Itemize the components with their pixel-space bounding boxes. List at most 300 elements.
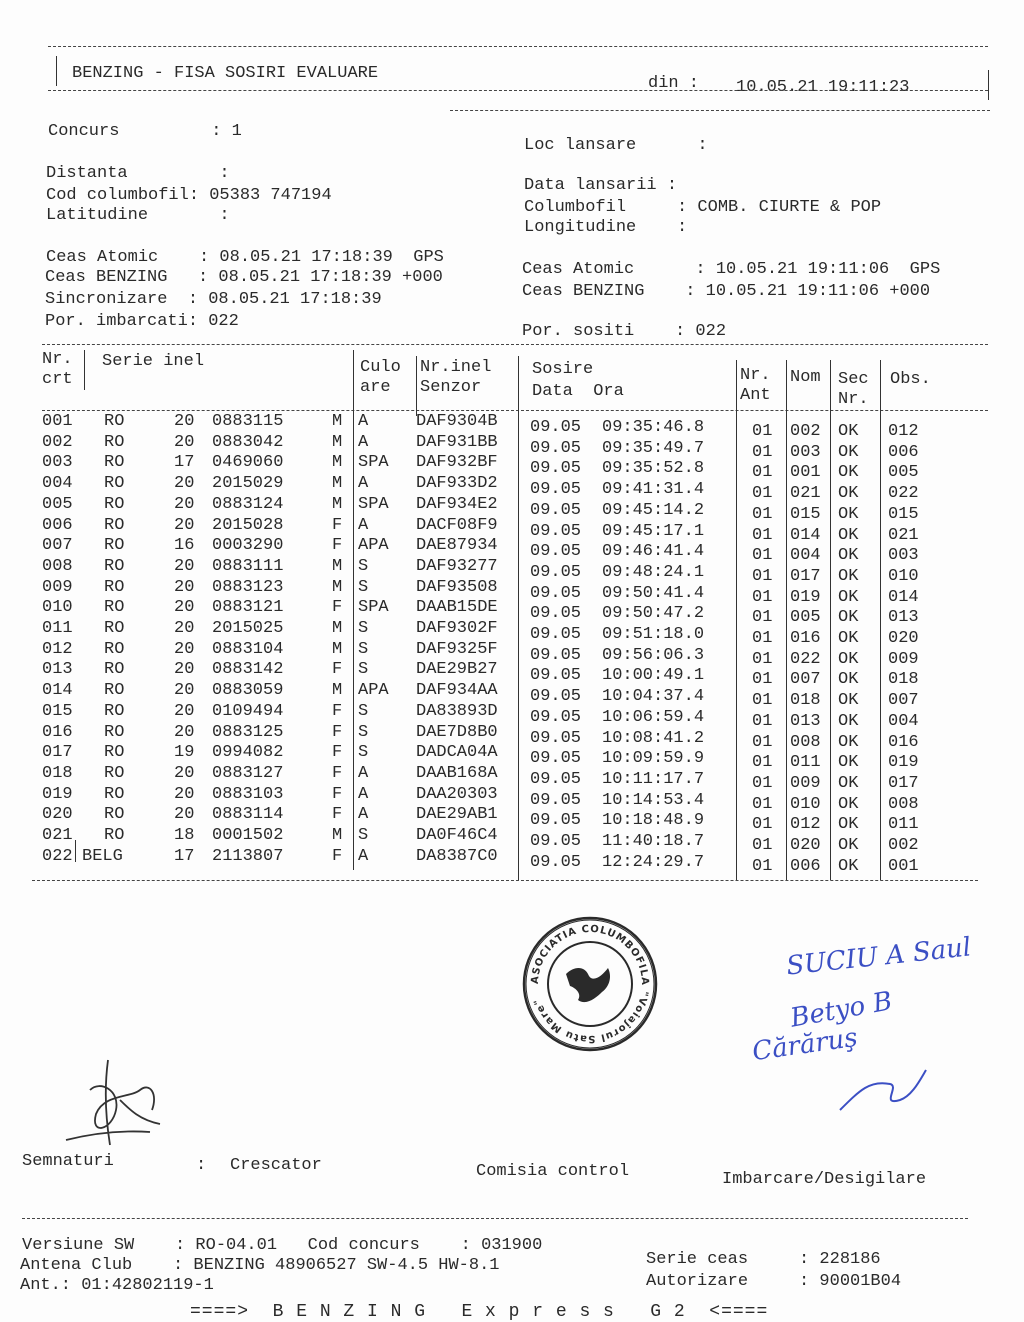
row-nom: 018 <box>790 691 821 711</box>
row-serie: 0883123 <box>212 577 284 597</box>
row-sec: OK <box>838 546 859 566</box>
row-an: 16 <box>174 536 195 556</box>
row-ant: 01 <box>752 856 773 876</box>
row-nom: 015 <box>790 504 821 524</box>
row-ora: 09:35:46.8 <box>602 418 705 437</box>
row-an: 17 <box>174 846 195 866</box>
row-culoare: S <box>358 701 369 721</box>
row-senzor: DAE29B27 <box>416 660 498 680</box>
row-ant: 01 <box>752 442 773 462</box>
row-sec: OK <box>838 691 859 711</box>
row-ora: 10:14:53.4 <box>602 790 705 810</box>
row-data: 09.05 <box>530 542 582 562</box>
row-senzor: DAF93508 <box>416 577 498 597</box>
row-tara: RO <box>104 805 125 825</box>
row-sec: OK <box>838 732 859 752</box>
row-ant: 01 <box>752 732 773 752</box>
row-sec: OK <box>838 442 859 462</box>
row-ora: 10:06:59.4 <box>602 707 705 727</box>
row-ant: 01 <box>752 711 773 731</box>
col-divider-8 <box>880 360 881 880</box>
row-serie: 2015025 <box>212 619 284 638</box>
row-nom: 014 <box>790 525 821 545</box>
row-data: 09.05 <box>530 707 582 727</box>
row-tara: RO <box>104 743 125 763</box>
row-sex: F <box>332 722 343 742</box>
association-stamp <box>522 916 658 1052</box>
row-an: 20 <box>174 556 195 576</box>
row-obs: 011 <box>888 815 919 835</box>
row-culoare: A <box>358 515 369 535</box>
row-sec: OK <box>838 753 859 773</box>
row-obs: 015 <box>888 504 919 524</box>
row-nom: 017 <box>790 566 821 586</box>
row-ant: 01 <box>752 773 773 793</box>
row-nom: 001 <box>790 463 821 483</box>
row-nom: 008 <box>790 732 821 752</box>
info-data-lansarii: Data lansarii : <box>524 176 678 195</box>
row-sec: OK <box>838 504 859 524</box>
row-culoare: S <box>358 660 369 680</box>
row-data: 09.05 <box>530 832 582 851</box>
pigeon-icon <box>566 968 610 1002</box>
row-data: 09.05 <box>530 749 582 769</box>
row-tara: RO <box>104 763 125 783</box>
row-sec: OK <box>838 815 859 835</box>
row-data: 09.05 <box>530 645 582 665</box>
row-data: 09.05 <box>530 666 582 686</box>
header-are: are <box>360 378 391 397</box>
row-senzor: DAF933D2 <box>416 474 498 494</box>
row-an: 20 <box>174 474 195 494</box>
row-ant: 01 <box>752 463 773 483</box>
row-sex: F <box>332 660 343 680</box>
row-nr: 019 <box>42 784 73 804</box>
row-culoare: S <box>358 577 369 597</box>
row-ant: 01 <box>752 753 773 773</box>
row-ora: 09:35:49.7 <box>602 438 705 458</box>
row-nr: 004 <box>42 474 73 494</box>
row-culoare: S <box>358 722 369 742</box>
row-sex: M <box>332 826 343 845</box>
row-nom: 007 <box>790 670 821 690</box>
signature-comisia-label: Comisia control <box>476 1162 630 1181</box>
row-an: 20 <box>174 784 195 804</box>
row-data: 09.05 <box>530 625 582 644</box>
row-tara: RO <box>104 722 125 742</box>
info-concurs: Concurs : 1 <box>48 122 242 141</box>
info-ceas-atomic-left: Ceas Atomic : 08.05.21 17:18:39 GPS <box>46 248 444 267</box>
row-ora: 09:56:06.3 <box>602 645 705 665</box>
handwritten-signature-1: SUCIU A Saul <box>784 932 973 982</box>
row-an: 20 <box>174 722 195 742</box>
row-culoare: A <box>358 763 369 783</box>
row-nom: 021 <box>790 484 821 504</box>
row-sec: OK <box>838 856 859 876</box>
row-culoare: APA <box>358 536 389 556</box>
row-nom: 010 <box>790 794 821 814</box>
row-senzor: DAF931BB <box>416 432 498 452</box>
row-ant: 01 <box>752 525 773 545</box>
header-nr: Nr. <box>42 350 73 369</box>
row-nr: 012 <box>42 639 73 659</box>
info-ceas-benzing-right: Ceas BENZING : 10.05.21 19:11:06 +000 <box>522 282 931 301</box>
row-serie: 0883103 <box>212 784 284 804</box>
row-obs: 019 <box>888 753 919 773</box>
info-ceas-benzing-left: Ceas BENZING : 08.05.21 17:18:39 +000 <box>45 268 443 287</box>
header-top-border <box>48 46 988 47</box>
date-label: din : <box>648 74 700 93</box>
row-ora: 10:18:48.9 <box>602 811 705 831</box>
row-serie: 0001502 <box>212 826 284 845</box>
row-nr: 015 <box>42 701 73 721</box>
row-ant: 01 <box>752 794 773 814</box>
row-obs: 003 <box>888 546 919 566</box>
row-culoare: A <box>358 784 369 804</box>
row-tara: RO <box>104 474 125 494</box>
row-tara: RO <box>104 453 125 473</box>
row-ora: 09:45:14.2 <box>602 500 705 520</box>
row-sex: F <box>332 846 343 866</box>
row-data: 09.05 <box>530 459 582 479</box>
row-ora: 09:48:24.1 <box>602 562 705 582</box>
row-tara: RO <box>104 577 125 597</box>
row-obs: 005 <box>888 463 919 483</box>
row-data: 09.05 <box>530 687 582 707</box>
row-data: 09.05 <box>530 438 582 458</box>
row-sex: F <box>332 784 343 804</box>
row-nom: 002 <box>790 422 821 441</box>
row-senzor: DAF932BF <box>416 453 498 473</box>
row-culoare: A <box>358 412 369 431</box>
col-divider-6 <box>786 360 787 880</box>
row-ora: 09:51:18.0 <box>602 625 705 644</box>
row-an: 19 <box>174 743 195 763</box>
row-serie: 2113807 <box>212 846 284 866</box>
row-tara: RO <box>104 826 125 845</box>
row-data: 09.05 <box>530 583 582 603</box>
row-serie: 0883142 <box>212 660 284 680</box>
row-nom: 011 <box>790 753 821 773</box>
col-divider-3 <box>416 356 417 416</box>
footer-autorizare: Autorizare : 90001B04 <box>646 1272 902 1291</box>
row-obs: 002 <box>888 836 919 855</box>
row-ora: 12:24:29.7 <box>602 852 705 872</box>
row-ora: 09:41:31.4 <box>602 480 705 500</box>
row-an: 20 <box>174 805 195 825</box>
header-sec-nr: Nr. <box>838 390 869 409</box>
header-data-ora: Data Ora <box>532 382 624 401</box>
row-sec: OK <box>838 836 859 855</box>
row-sec: OK <box>838 711 859 731</box>
row-tara: RO <box>104 660 125 680</box>
row-serie: 2015029 <box>212 474 284 494</box>
row-ant: 01 <box>752 670 773 690</box>
row-ant: 01 <box>752 649 773 669</box>
col-divider-1b <box>75 840 76 862</box>
row-sec: OK <box>838 484 859 504</box>
row-an: 20 <box>174 660 195 680</box>
row-senzor: DAE7D8B0 <box>416 722 498 742</box>
row-serie: 0883115 <box>212 412 284 431</box>
row-data: 09.05 <box>530 811 582 831</box>
row-data: 09.05 <box>530 728 582 748</box>
row-an: 20 <box>174 494 195 514</box>
signature-scribble-blue <box>830 1060 930 1120</box>
row-sex: M <box>332 639 343 659</box>
row-obs: 007 <box>888 691 919 711</box>
row-obs: 009 <box>888 649 919 669</box>
row-an: 20 <box>174 639 195 659</box>
row-serie: 0883104 <box>212 639 284 659</box>
row-obs: 016 <box>888 732 919 752</box>
row-nr: 011 <box>42 619 73 638</box>
row-an: 20 <box>174 619 195 638</box>
header-sec: Sec <box>838 370 869 389</box>
row-nr: 008 <box>42 556 73 576</box>
row-obs: 014 <box>888 587 919 607</box>
row-nr: 021 <box>42 826 73 845</box>
footer-border <box>22 1218 968 1219</box>
table-top-border <box>42 344 988 345</box>
row-sec: OK <box>838 773 859 793</box>
row-data: 09.05 <box>530 500 582 520</box>
row-nr: 002 <box>42 432 73 452</box>
row-sex: M <box>332 453 343 473</box>
col-divider-7 <box>830 360 831 880</box>
header-serie-inel: Serie inel <box>102 352 205 371</box>
footer-ant: Ant.: 01:42802119-1 <box>20 1276 214 1295</box>
footer-versiune: Versiune SW : RO-04.01 Cod concurs : 031900 <box>22 1236 543 1255</box>
row-an: 18 <box>174 826 195 845</box>
row-culoare: S <box>358 826 369 845</box>
row-ora: 10:00:49.1 <box>602 666 705 686</box>
row-culoare: A <box>358 474 369 494</box>
row-data: 09.05 <box>530 418 582 437</box>
col-divider-2 <box>353 350 354 870</box>
row-culoare: A <box>358 846 369 866</box>
report-date: 10.05.21 19:11:23 <box>736 78 910 97</box>
row-nr: 014 <box>42 681 73 701</box>
row-senzor: DAF9302F <box>416 619 498 638</box>
row-data: 09.05 <box>530 604 582 624</box>
row-serie: 0883042 <box>212 432 284 452</box>
row-sex: F <box>332 763 343 783</box>
row-serie: 0883125 <box>212 722 284 742</box>
crescator-signature <box>60 1050 170 1160</box>
row-sex: F <box>332 743 343 763</box>
row-culoare: A <box>358 432 369 452</box>
row-nom: 013 <box>790 711 821 731</box>
row-obs: 021 <box>888 525 919 545</box>
row-nr: 010 <box>42 598 73 618</box>
row-ant: 01 <box>752 691 773 711</box>
signatures-label: Semnaturi <box>22 1152 114 1171</box>
row-data: 09.05 <box>530 562 582 582</box>
row-nr: 013 <box>42 660 73 680</box>
row-senzor: DAAB168A <box>416 763 498 783</box>
row-sex: F <box>332 805 343 825</box>
header-nr-ant: Nr. <box>740 366 771 385</box>
header-right-border <box>988 70 989 100</box>
row-serie: 0883127 <box>212 763 284 783</box>
row-sex: M <box>332 494 343 514</box>
row-obs: 022 <box>888 484 919 504</box>
row-an: 20 <box>174 598 195 618</box>
header-ant: Ant <box>740 386 771 405</box>
row-ant: 01 <box>752 836 773 855</box>
row-obs: 006 <box>888 442 919 462</box>
row-sec: OK <box>838 587 859 607</box>
row-tara: RO <box>104 412 125 431</box>
row-tara: RO <box>104 701 125 721</box>
row-ant: 01 <box>752 608 773 628</box>
header-mid-border <box>48 90 988 91</box>
row-nr: 016 <box>42 722 73 742</box>
row-tara: RO <box>104 639 125 659</box>
row-serie: 0883059 <box>212 681 284 701</box>
row-ora: 09:35:52.8 <box>602 459 705 479</box>
row-tara: RO <box>104 556 125 576</box>
header-crt: crt <box>42 370 73 389</box>
row-culoare: A <box>358 805 369 825</box>
row-senzor: DADCA04A <box>416 743 498 763</box>
info-loc-lansare: Loc lansare : <box>524 136 708 155</box>
row-culoare: APA <box>358 681 389 701</box>
row-sec: OK <box>838 670 859 690</box>
row-sex: F <box>332 515 343 535</box>
row-obs: 018 <box>888 670 919 690</box>
col-divider-5 <box>736 360 737 880</box>
row-sec: OK <box>838 463 859 483</box>
row-senzor: DAF9304B <box>416 412 498 431</box>
row-ant: 01 <box>752 422 773 441</box>
row-culoare: SPA <box>358 453 389 473</box>
row-senzor: DACF08F9 <box>416 515 498 535</box>
row-obs: 008 <box>888 794 919 814</box>
header-nr-inel: Nr.inel <box>420 358 492 377</box>
row-nom: 004 <box>790 546 821 566</box>
row-sex: M <box>332 556 343 576</box>
info-ceas-atomic-right: Ceas Atomic : 10.05.21 19:11:06 GPS <box>522 260 941 279</box>
stamp-text: ASOCIATIA COLUMBOFILA "Voiajorul Satu Mare" <box>529 923 651 1045</box>
row-nr: 018 <box>42 763 73 783</box>
row-ora: 09:50:41.4 <box>602 583 705 603</box>
table-header-border <box>42 410 988 411</box>
row-ora: 10:09:59.9 <box>602 749 705 769</box>
row-senzor: DAA20303 <box>416 784 498 804</box>
row-ora: 09:46:41.4 <box>602 542 705 562</box>
row-senzor: DA0F46C4 <box>416 826 498 845</box>
row-serie: 0109494 <box>212 701 284 721</box>
signature-imbarcare-label: Imbarcare/Desigilare <box>722 1170 927 1189</box>
row-ora: 10:04:37.4 <box>602 687 705 707</box>
row-nr: 005 <box>42 494 73 514</box>
row-culoare: SPA <box>358 494 389 514</box>
row-ant: 01 <box>752 484 773 504</box>
row-tara: RO <box>104 515 125 535</box>
row-senzor: DAE87934 <box>416 536 498 556</box>
row-senzor: DA83893D <box>416 701 498 721</box>
row-ant: 01 <box>752 587 773 607</box>
row-senzor: DAAB15DE <box>416 598 498 618</box>
row-tara: BELG <box>82 846 123 866</box>
row-nr: 001 <box>42 412 73 431</box>
header-sosire: Sosire <box>532 360 594 379</box>
info-latitudine: Latitudine : <box>46 206 230 225</box>
header-nom: Nom <box>790 368 821 387</box>
row-senzor: DAF934AA <box>416 681 498 701</box>
row-tara: RO <box>104 784 125 804</box>
row-obs: 004 <box>888 711 919 731</box>
info-sincronizare: Sincronizare : 08.05.21 17:18:39 <box>45 290 382 309</box>
info-cod-columbofil: Cod columbofil: 05383 747194 <box>46 186 332 205</box>
row-ora: 09:50:47.2 <box>602 604 705 624</box>
row-an: 20 <box>174 577 195 597</box>
row-nr: 022 <box>42 846 73 866</box>
row-nr: 009 <box>42 577 73 597</box>
col-divider-4 <box>518 356 519 880</box>
handwritten-signature-3: Cărăruş <box>750 1022 860 1068</box>
row-ant: 01 <box>752 629 773 648</box>
row-obs: 012 <box>888 422 919 441</box>
row-an: 20 <box>174 515 195 535</box>
row-obs: 020 <box>888 629 919 648</box>
row-nr: 020 <box>42 805 73 825</box>
row-an: 20 <box>174 412 195 431</box>
row-sec: OK <box>838 649 859 669</box>
row-obs: 010 <box>888 566 919 586</box>
info-columbofil: Columbofil : COMB. CIURTE & POP <box>524 198 882 217</box>
row-an: 20 <box>174 763 195 783</box>
row-ant: 01 <box>752 815 773 835</box>
table-bottom-border <box>32 880 978 881</box>
row-tara: RO <box>104 598 125 618</box>
row-culoare: S <box>358 743 369 763</box>
row-nr: 003 <box>42 453 73 473</box>
row-serie: 0994082 <box>212 743 284 763</box>
row-serie: 0883111 <box>212 556 284 576</box>
row-serie: 0883121 <box>212 598 284 618</box>
row-senzor: DAF9325F <box>416 639 498 659</box>
row-sec: OK <box>838 608 859 628</box>
row-tara: RO <box>104 494 125 514</box>
row-tara: RO <box>104 536 125 556</box>
header-senzor: Senzor <box>420 378 482 397</box>
row-nom: 006 <box>790 856 821 876</box>
row-sec: OK <box>838 794 859 814</box>
row-sex: M <box>332 619 343 638</box>
info-por-imbarcati: Por. imbarcati: 022 <box>45 312 239 331</box>
row-nr: 006 <box>42 515 73 535</box>
row-an: 20 <box>174 432 195 452</box>
row-culoare: S <box>358 556 369 576</box>
row-serie: 0003290 <box>212 536 284 556</box>
row-obs: 013 <box>888 608 919 628</box>
row-nom: 012 <box>790 815 821 835</box>
row-sex: F <box>332 536 343 556</box>
header-bottom-border <box>450 110 990 111</box>
row-nom: 009 <box>790 773 821 793</box>
header-left-border <box>56 56 57 86</box>
row-sex: M <box>332 681 343 701</box>
row-ora: 09:45:17.1 <box>602 521 705 541</box>
row-data: 09.05 <box>530 769 582 789</box>
row-an: 17 <box>174 453 195 473</box>
signature-crescator-label: Crescator <box>230 1156 322 1175</box>
row-ora: 10:08:41.2 <box>602 728 705 748</box>
row-ant: 01 <box>752 566 773 586</box>
